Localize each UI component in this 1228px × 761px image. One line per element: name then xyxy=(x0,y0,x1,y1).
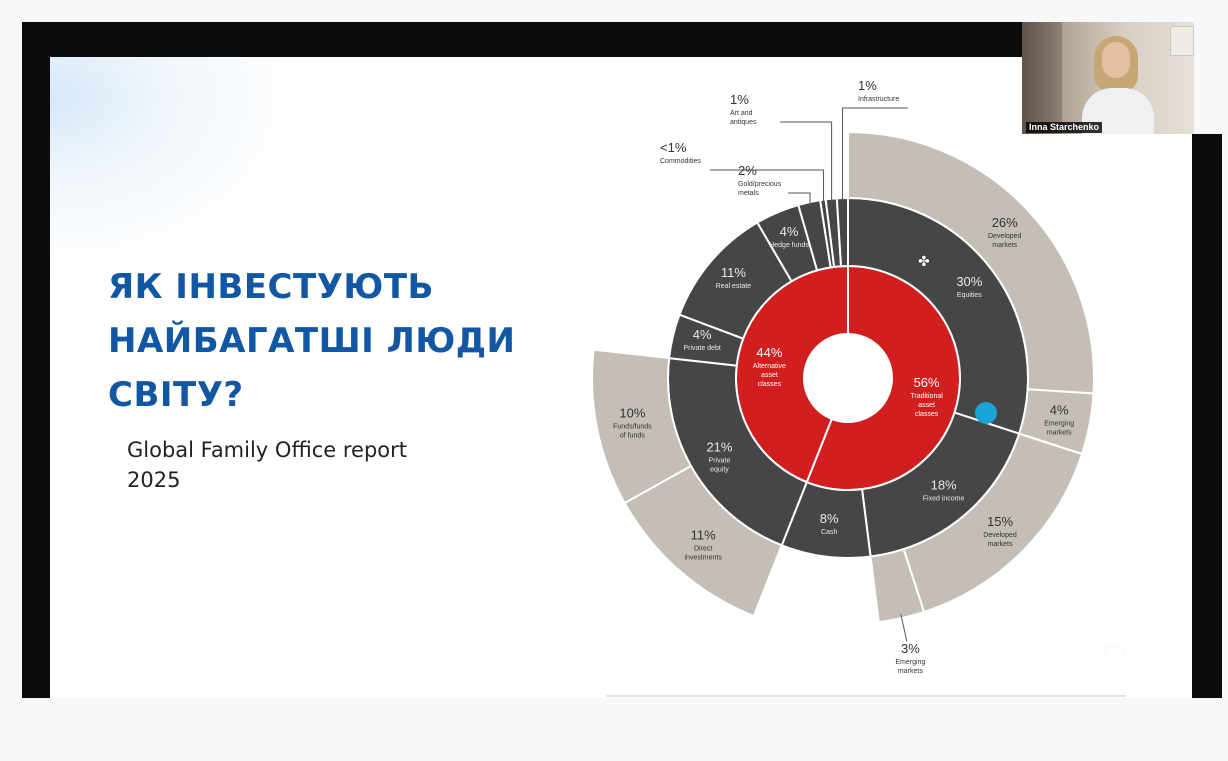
webcam-thumbnail[interactable] xyxy=(1022,22,1194,134)
outer-funds-funds-of-funds-private-equity-label: of funds xyxy=(619,432,645,440)
callout-commodities-percent: <1% xyxy=(660,140,687,155)
webcam-wall xyxy=(1022,22,1062,134)
inner-traditional-asset-classes-label: asset xyxy=(918,401,935,409)
middle-cash-label: Cash xyxy=(821,528,838,536)
slide-title: ЯК ІНВЕСТУЮТЬ НАЙБАГАТШІ ЛЮДИ СВІТУ? xyxy=(108,267,516,415)
webcam-picture-frame xyxy=(1170,26,1194,56)
chart-bottom-rule xyxy=(606,695,1126,697)
inner-alternative-asset-classes-label: Alternative xyxy=(752,363,786,371)
zoom-watermark: zoom xyxy=(1054,635,1129,665)
callout-infrastructure-label: Infrastructure xyxy=(858,96,900,103)
outer-direct-investments-private-equity-label: Direct xyxy=(694,545,713,553)
share-bar-top xyxy=(22,22,1022,57)
inner-alternative-asset-classes-percent: 44% xyxy=(756,345,783,361)
outer-emerging-markets-fixed-income-label: markets xyxy=(897,668,923,676)
inner-traditional-asset-classes-label: Traditional xyxy=(910,392,943,400)
share-bar-left xyxy=(22,22,50,698)
callout-gold-precious-metals-label: metals xyxy=(738,190,759,197)
callout-commodities-label: Commodities xyxy=(660,158,701,165)
outer-direct-investments-private-equity-percent: 11% xyxy=(690,527,716,543)
middle-private-debt-percent: 4% xyxy=(692,327,712,343)
outer-developed-markets-equities-percent: 26% xyxy=(991,214,1018,230)
middle-real-estate-label: Real estate xyxy=(715,283,752,291)
mouse-cursor-icon: ✤ xyxy=(918,253,930,269)
callout-art-and-antiques-label: Art and xyxy=(730,110,753,117)
participant-name-label: Inna Starchenko xyxy=(1026,122,1102,133)
outer-developed-markets-fixed-income-percent: 15% xyxy=(987,514,1014,530)
middle-real-estate-percent: 11% xyxy=(720,265,746,281)
inner-alternative-asset-classes-label: classes xyxy=(757,381,782,389)
callout-infrastructure-percent: 1% xyxy=(858,78,877,93)
outer-emerging-markets-equities-label: Emerging xyxy=(1044,420,1075,428)
webcam-person-face xyxy=(1102,42,1130,78)
middle-private-equity-label: equity xyxy=(710,466,729,474)
outer-emerging-markets-fixed-income-percent: 3% xyxy=(900,641,920,657)
inner-alternative-asset-classes-label: asset xyxy=(761,372,778,380)
middle-fixed-income-label: Fixed income xyxy=(922,495,965,503)
outer-developed-markets-equities-label: Developed xyxy=(987,232,1022,240)
slide-subtitle: Global Family Office report 2025 xyxy=(127,438,408,492)
middle-fixed-income-percent: 18% xyxy=(930,477,957,493)
sunburst-chart xyxy=(50,57,1192,698)
middle-equities-label: Equities xyxy=(956,291,982,299)
outer-developed-markets-equities-label: markets xyxy=(992,241,1018,249)
share-bar-right xyxy=(1192,134,1222,698)
middle-equities-percent: 30% xyxy=(956,273,983,289)
outer-developed-markets-fixed-income-label: Developed xyxy=(983,532,1017,540)
inner-traditional-asset-classes-percent: 56% xyxy=(913,374,940,390)
outer-developed-markets-fixed-income-label: markets xyxy=(987,541,1013,549)
cursor-highlight-dot xyxy=(975,402,997,424)
middle-hedge-funds-percent: 4% xyxy=(779,224,799,240)
outer-emerging-markets-equities-label: markets xyxy=(1046,429,1072,437)
middle-private-equity-percent: 21% xyxy=(706,439,733,455)
outer-direct-investments-private-equity-label: investments xyxy=(684,554,722,562)
outer-funds-funds-of-funds-private-equity-label: Funds/funds xyxy=(613,423,652,431)
inner-traditional-asset-classes-label: classes xyxy=(914,410,939,418)
callout-gold-precious-metals-label: Gold/precious xyxy=(738,181,782,188)
callout-art-and-antiques-label: antiques xyxy=(730,119,757,126)
middle-hedge-funds-label: Hedge funds xyxy=(769,242,809,250)
chart-center-hole xyxy=(804,334,892,422)
callout-art-and-antiques-percent: 1% xyxy=(730,92,749,107)
middle-private-debt-label: Private debt xyxy=(683,345,721,353)
outer-emerging-markets-equities-percent: 4% xyxy=(1049,402,1069,418)
middle-cash-percent: 8% xyxy=(819,510,839,526)
callout-gold-precious-metals-percent: 2% xyxy=(738,163,757,178)
middle-private-equity-label: Private xyxy=(708,457,731,465)
outer-emerging-markets-fixed-income-label: Emerging xyxy=(895,659,926,667)
presentation-slide xyxy=(50,57,1192,698)
outer-funds-funds-of-funds-private-equity-percent: 10% xyxy=(619,405,646,421)
